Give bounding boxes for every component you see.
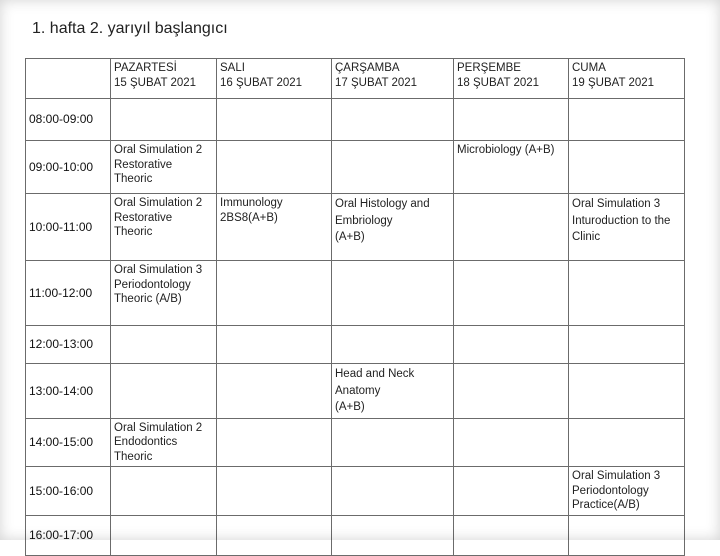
event-line: (A+B) xyxy=(335,401,365,413)
schedule-cell xyxy=(217,261,332,326)
event-line: Oral Simulation 3 xyxy=(572,470,661,482)
day-name: PERŞEMBE xyxy=(457,62,521,74)
day-header xyxy=(111,59,217,99)
event-line: Anatomy xyxy=(335,384,381,397)
schedule-cell xyxy=(454,326,569,364)
event-line: Clinic xyxy=(572,231,601,243)
schedule-cell xyxy=(332,141,454,194)
day-header xyxy=(217,59,332,99)
schedule-cell xyxy=(217,364,332,419)
schedule-cell xyxy=(217,141,332,194)
event-line: Head and Neck xyxy=(335,368,415,380)
event-cell xyxy=(332,194,454,261)
event-line: Oral Simulation 2 xyxy=(114,421,203,434)
schedule-cell xyxy=(454,261,569,326)
schedule-cell xyxy=(569,418,685,467)
schedule-cell xyxy=(569,326,685,364)
schedule-cell xyxy=(454,99,569,141)
event-cell xyxy=(111,261,217,326)
day-date: 16 ŞUBAT 2021 xyxy=(220,76,303,89)
day-header xyxy=(569,59,685,99)
day-name: CUMA xyxy=(572,62,606,74)
event-line: 2BS8(A+B) xyxy=(220,211,278,224)
schedule-cell xyxy=(332,99,454,141)
schedule-cell xyxy=(454,364,569,419)
event-line: Periodontology xyxy=(114,278,191,291)
event-line: (A+B) xyxy=(335,231,365,243)
schedule-cell xyxy=(332,326,454,364)
time-slot: 15:00-16:00 xyxy=(26,467,111,516)
table-row xyxy=(26,261,685,326)
schedule-cell xyxy=(217,515,332,555)
event-line: Oral Histology and xyxy=(335,198,430,210)
time-slot: 14:00-15:00 xyxy=(26,418,111,467)
day-date: 18 ŞUBAT 2021 xyxy=(457,76,540,89)
time-slot: 12:00-13:00 xyxy=(26,326,111,364)
schedule-cell xyxy=(111,364,217,419)
day-date: 15 ŞUBAT 2021 xyxy=(114,76,197,89)
schedule-cell xyxy=(111,99,217,141)
table-row xyxy=(26,194,685,261)
day-name: ÇARŞAMBA xyxy=(335,62,400,74)
day-header xyxy=(454,59,569,99)
event-line: Oral Simulation 2 xyxy=(114,197,203,209)
schedule-cell xyxy=(111,515,217,555)
schedule-cell xyxy=(111,326,217,364)
event-line: Oral Simulation 3 xyxy=(572,198,661,210)
table-row xyxy=(26,141,685,194)
schedule-cell xyxy=(569,141,685,194)
schedule-cell xyxy=(332,418,454,467)
table-row xyxy=(26,99,685,141)
event-line: Restorative xyxy=(114,211,173,224)
time-slot: 10:00-11:00 xyxy=(26,194,111,261)
event-line: Practice(A/B) xyxy=(572,499,640,511)
event-line: Oral Simulation 3 xyxy=(114,264,203,276)
event-line: Inturoduction to the xyxy=(572,214,671,227)
schedule-cell xyxy=(454,467,569,516)
day-name: PAZARTESİ xyxy=(114,62,177,74)
event-line: Theoric xyxy=(114,173,153,185)
header-row xyxy=(26,59,685,99)
day-date: 17 ŞUBAT 2021 xyxy=(335,76,418,89)
event-line: Embriology xyxy=(335,214,393,227)
event-line: Theoric xyxy=(114,226,153,238)
event-cell xyxy=(332,364,454,419)
event-line: Immunology xyxy=(220,197,283,209)
time-slot: 09:00-10:00 xyxy=(26,141,111,194)
schedule-cell xyxy=(217,99,332,141)
event-cell xyxy=(569,467,685,516)
schedule-cell xyxy=(569,364,685,419)
time-slot: 11:00-12:00 xyxy=(26,261,111,326)
event-line: Restorative xyxy=(114,158,173,171)
day-name: SALI xyxy=(220,62,245,74)
schedule-cell xyxy=(217,326,332,364)
day-header xyxy=(332,59,454,99)
schedule-cell xyxy=(454,418,569,467)
schedule-cell xyxy=(217,467,332,516)
event-line: Oral Simulation 2 xyxy=(114,144,203,156)
day-date: 19 ŞUBAT 2021 xyxy=(572,76,655,89)
event-line: Endodontics xyxy=(114,436,178,448)
schedule-cell xyxy=(332,467,454,516)
event-cell xyxy=(569,194,685,261)
event-cell xyxy=(111,418,217,467)
event-line: Theoric (A/B) xyxy=(114,293,182,305)
schedule-cell xyxy=(454,515,569,555)
schedule-cell xyxy=(217,418,332,467)
time-slot: 08:00-09:00 xyxy=(26,99,111,141)
event-cell xyxy=(217,194,332,261)
table-row xyxy=(26,418,685,467)
event-cell xyxy=(111,194,217,261)
event-line: Microbiology (A+B) xyxy=(457,144,555,156)
event-cell xyxy=(454,141,569,194)
event-line: Periodontology xyxy=(572,484,649,497)
schedule-cell xyxy=(332,515,454,555)
corner-cell xyxy=(26,59,111,99)
table-row xyxy=(26,467,685,516)
table-row xyxy=(26,326,685,364)
schedule-cell xyxy=(569,515,685,555)
time-slot: 13:00-14:00 xyxy=(26,364,111,419)
schedule-cell xyxy=(332,261,454,326)
page-title: 1. hafta 2. yarıyıl başlangıcı xyxy=(32,20,228,37)
event-line: Theoric xyxy=(114,450,153,463)
event-cell xyxy=(111,141,217,194)
schedule-cell xyxy=(569,99,685,141)
schedule-cell xyxy=(454,194,569,261)
time-slot: 16:00-17:00 xyxy=(26,515,111,555)
schedule-cell xyxy=(569,261,685,326)
schedule-cell xyxy=(111,467,217,516)
schedule-table xyxy=(25,58,685,556)
table-row xyxy=(26,515,685,555)
table-row xyxy=(26,364,685,419)
